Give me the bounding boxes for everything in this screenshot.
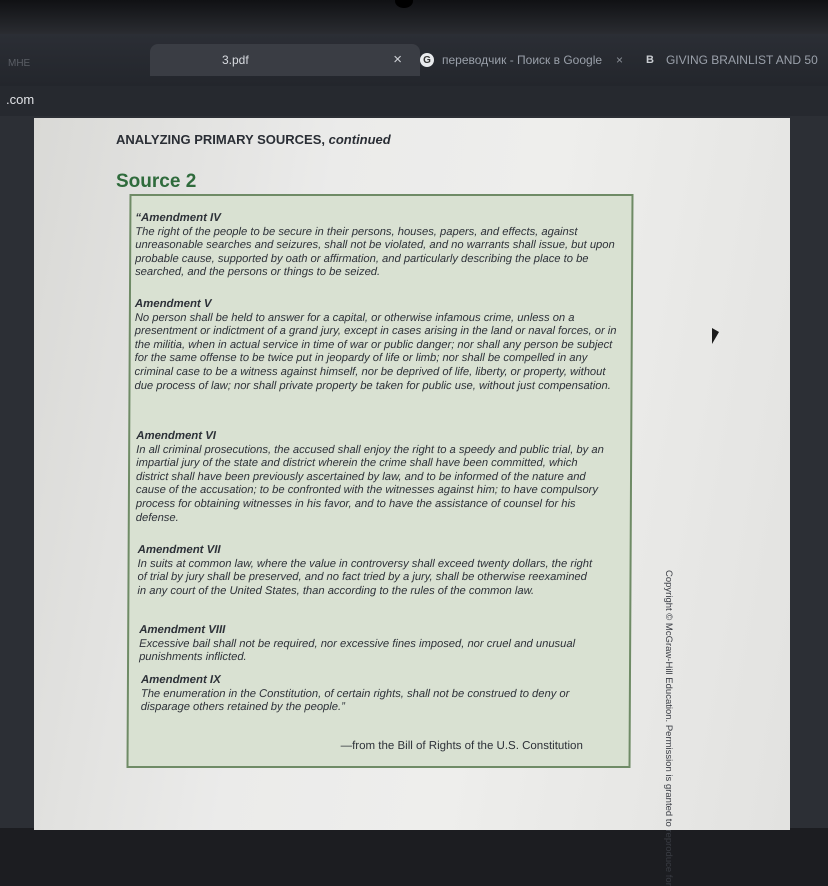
amendment-body: No person shall be held to answer for a capital, or otherwise infamous crime, unless on a presentment or indictment of a grand jury, except in cases arising in the land or naval forces, or in the militia, when in actual service in time of war or public danger; nor shall any person be subject for the same offense to be twice put in jeopardy of life or limb; nor shall be compelled in any criminal case to be a witness against himself, nor be deprived of life, liberty, or property, without due process of law; nor shall private property be taken for public use, without just compensation.	[134, 311, 617, 392]
header-main: ANALYZING PRIMARY SOURCES,	[116, 132, 325, 147]
amendment-5	[134, 298, 618, 393]
amendment-body: In all criminal prosecutions, the accused shall enjoy the right to a speedy and public trial, by an impartial jury of the state and district wherein the crime shall have been committed, which district shall have been previously ascertained by law, and to be informed of the nature and cause of the accusation; to be confronted with the witnesses against him; to have compulsory process for obtaining witnesses in his favor, and to have the assistance of counsel for his defense.	[135, 443, 604, 524]
pdf-page	[34, 118, 790, 886]
amendment-title: Amendment VI	[136, 430, 217, 442]
header-italic: continued	[328, 132, 391, 147]
amendment-9	[141, 674, 591, 715]
tab-title: переводчик - Поиск в Google	[442, 53, 603, 67]
close-icon[interactable]: ×	[615, 53, 623, 67]
google-icon: G	[420, 53, 434, 67]
browser-tab-strip	[0, 34, 828, 86]
screen-bezel	[0, 0, 828, 34]
amendment-title: Amendment IX	[140, 674, 221, 686]
amendment-6	[136, 430, 612, 525]
pdf-viewer[interactable]	[0, 116, 828, 886]
amendment-body: Excessive bail shall not be required, nor excessive fines imposed, nor cruel and unusual punishments inflicted.	[139, 637, 576, 664]
ghost-tab-label: MHE	[8, 58, 31, 69]
tab-title: GIVING BRAINLIST AND 50	[665, 53, 818, 67]
address-bar[interactable]	[0, 86, 828, 116]
source-box	[126, 194, 633, 768]
amendment-title: “Amendment IV	[135, 212, 221, 224]
amendment-title: Amendment V	[134, 298, 212, 310]
copyright-notice: Copyright © McGraw-Hill Education. Permission is granted to reproduce for	[663, 570, 674, 886]
amendment-body: The enumeration in the Constitution, of certain rights, shall not be construed to deny or disparage others retained by the people.”	[140, 687, 570, 714]
amendment-4	[135, 212, 621, 280]
address-text: .com	[6, 92, 35, 107]
webcam	[395, 0, 413, 8]
tab-title: 3.pdf	[222, 53, 249, 67]
tab-pdf[interactable]	[150, 44, 420, 76]
close-icon[interactable]: ×	[393, 51, 402, 68]
amendment-title: Amendment VIII	[139, 624, 226, 636]
brainly-icon: B	[646, 54, 654, 66]
amendment-title: Amendment VII	[137, 544, 221, 556]
page-header	[116, 132, 391, 147]
mouse-cursor-icon	[712, 328, 719, 344]
amendment-body: The right of the people to be secure in their persons, houses, papers, and effects, against unreasonable searches and seizures, shall not be violated, and no warrants shall issue, but upon probable cause, supported by oath or affirmation, and particularly describing the place to be searched, and the persons or things to be seized.	[135, 225, 615, 279]
amendment-8	[139, 624, 595, 665]
amendment-body: In suits at common law, where the value in controversy shall exceed twenty dollars, the right of trial by jury shall be preserved, and no fact tried by a jury, shall be otherwise reexamined in any court of the United States, than according to the rules of the common law.	[137, 557, 593, 597]
tab-google[interactable]	[420, 44, 635, 76]
amendment-7	[137, 544, 597, 598]
source-title: Source 2	[116, 171, 197, 192]
attribution: —from the Bill of Rights of the U.S. Constitution	[340, 740, 583, 752]
tab-brainly[interactable]	[646, 44, 828, 76]
